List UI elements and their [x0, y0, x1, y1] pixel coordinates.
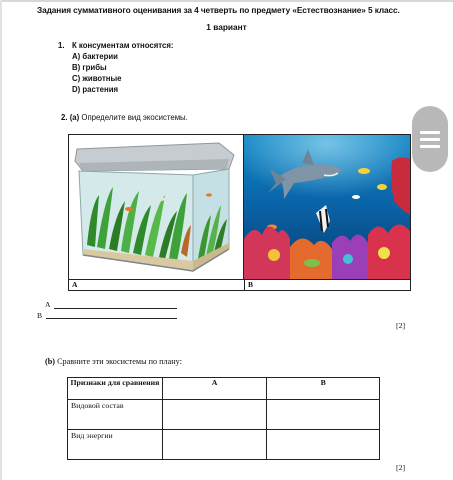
menu-lines-icon[interactable] — [412, 106, 448, 172]
question-2b — [45, 357, 182, 366]
menu-line-3 — [420, 145, 440, 148]
question-1-option-a: А) бактерии — [72, 52, 118, 61]
cell-species-a[interactable] — [162, 400, 267, 430]
question-2-part: (a) — [69, 113, 80, 122]
page-top-edge — [0, 0, 453, 2]
header-criteria: Признаки для сравнения — [68, 378, 163, 400]
question-2b-part: (b) — [45, 357, 56, 366]
image-label-a: A — [72, 280, 78, 289]
answer-line-b[interactable] — [46, 318, 177, 319]
comparison-table — [67, 377, 380, 460]
table-row — [68, 430, 380, 460]
question-2a — [61, 113, 188, 122]
question-1-option-c: С) животные — [72, 74, 122, 83]
aquarium-image — [69, 135, 244, 279]
score-2b: [2] — [396, 463, 406, 472]
menu-line-2 — [420, 138, 440, 141]
question-1-number: 1. — [58, 41, 65, 50]
question-1 — [58, 40, 174, 95]
page-left-edge — [0, 0, 2, 480]
answer-line-a[interactable] — [54, 308, 177, 309]
image-label-row — [69, 279, 410, 290]
comparison-header-row — [68, 378, 380, 400]
variant-label: 1 вариант — [206, 22, 247, 32]
answer-label-a: A — [45, 300, 51, 309]
question-1-text — [58, 40, 174, 51]
header-b: В — [267, 378, 380, 400]
question-1-prompt: К консументам относятся: — [72, 41, 174, 50]
ecosystem-images-table — [68, 134, 411, 291]
ocean-reef-image — [244, 135, 410, 279]
question-1-option-b: В) грибы — [72, 63, 107, 72]
table-row — [68, 400, 380, 430]
row-label-energy: Вид энергии — [68, 430, 163, 460]
image-label-b: B — [248, 280, 254, 289]
cell-species-b[interactable] — [267, 400, 380, 430]
score-2a: [2] — [396, 321, 406, 330]
question-2b-prompt: Сравните эти экосистемы по плану: — [57, 357, 182, 366]
cell-energy-a[interactable] — [162, 430, 267, 460]
question-1-option-d: D) растения — [72, 85, 119, 94]
question-2-number: 2. — [61, 113, 68, 122]
cell-energy-b[interactable] — [267, 430, 380, 460]
menu-line-1 — [420, 131, 440, 134]
answer-label-b: B — [37, 311, 43, 320]
label-divider — [244, 280, 245, 291]
header-a: А — [162, 378, 267, 400]
question-2a-prompt: Определите вид экосистемы. — [81, 113, 188, 122]
row-label-species: Видовой состав — [68, 400, 163, 430]
document-title: Задания суммативного оценивания за 4 четверть по предмету «Естествознание» 5 класс. — [37, 5, 400, 15]
